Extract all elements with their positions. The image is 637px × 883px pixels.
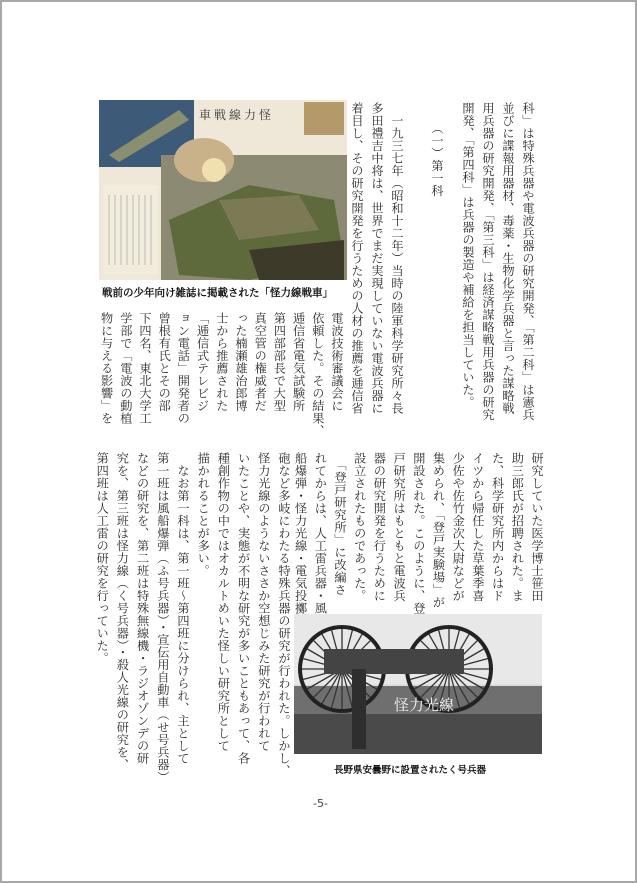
text-column: 集められ、「登戸実験場」が (431, 452, 446, 609)
text-column: 第四班は人工雷の研究を行っていた。 (95, 452, 110, 665)
magazine-embedded-title: 怪力線戦車 (199, 108, 275, 122)
text-column: 並びに諜報用器材、毒薬・生物化学兵器と言った謀略戦 (501, 102, 515, 415)
device-caption: 長野県安曇野に設置されたく号兵器 (334, 765, 487, 776)
text-column: った楠瀬雄治郎博 (234, 312, 248, 412)
tank-painting (99, 100, 347, 280)
text-column: 開設された。このように、登 (411, 452, 426, 615)
text-column: などの研究を、第二班は特殊無線機・ラジオゾンデの研 (135, 452, 150, 765)
text-column: 船爆弾・怪力光線・電気投擲 (293, 452, 308, 615)
text-column: ョン電話」開発者の (176, 312, 191, 425)
magazine-illustration (99, 100, 347, 280)
text-column: 学部で「電波の動植 (118, 312, 133, 425)
text-column: た、科学研究所内からはド (490, 452, 505, 602)
text-column: 第一班は風船爆弾（ふ号兵器）・宣伝用自動車（せ号兵器） (155, 452, 170, 784)
text-column: 曾根有氏とその部 (157, 312, 172, 412)
text-column: 戸研究所はもともと電波兵 (392, 452, 407, 602)
text-column: 開発、「第四科」は兵器の製造や補給を担当していた。 (461, 102, 475, 409)
text-column: 電波技術審議会に (330, 312, 344, 412)
text-column: 器の研究開発を行うために (372, 452, 387, 602)
text-column: 設立されたものであった。 (352, 452, 367, 602)
text-column: 一九三七年（昭和十二年）当時の陸軍科学研究所々長 (390, 102, 404, 415)
text-column: 多田禮吉中将は、世界でまだ実現していない電波兵器に (370, 102, 384, 415)
text-column: 着目し、その研究開発を行うための人材の推薦を逓信省 (350, 102, 364, 415)
magazine-caption: 戦前の少年向け雑誌に掲載された「怪力線戦車」 (102, 287, 333, 299)
text-column: 第四部部長で大型 (272, 312, 287, 412)
text-column: 「逓信式テレビジ (195, 312, 210, 412)
text-column: れてからは、人工雷兵器・風 (313, 452, 328, 615)
text-column: 物に与える影響」を (99, 312, 114, 425)
text-column: 助三郎氏が招聘された。ま (510, 452, 525, 602)
text-column: 依頼した。その結果、 (310, 312, 325, 437)
text-column: 用兵器の研究開発、「第三科」は経済謀略戦用兵器の研究 (481, 102, 495, 421)
text-column: 怪力光線のようないささか空想じみた研究が行われて (256, 452, 271, 752)
text-column: 真空管の権威者だ (253, 312, 268, 412)
text-column: 少佐や佐竹金次大尉などが (451, 452, 466, 602)
device-overlay-text: 怪力光線 (394, 696, 455, 714)
text-column: 「登戸研究所」に改編さ (333, 452, 347, 596)
text-column: 研究していた医学博士笹田 (530, 452, 544, 602)
device-photo (294, 614, 542, 754)
text-column: 砲など多岐にわたる特殊兵器の研究が行われた。しかし、 (277, 452, 291, 777)
text-column: いたことや、実態が不明な研究が多いこともあって、各 (236, 452, 251, 765)
text-column: 士から推薦された (214, 312, 229, 412)
section-heading: （一）第一科 (430, 122, 444, 197)
text-column: 描かれることが多い。 (196, 452, 211, 577)
page-number: -5- (313, 797, 328, 810)
text-column: なお第一科は、第一班～第四班に分けられ、主として (176, 452, 190, 765)
text-column: 種創作物の中ではオカルトめいた怪しい研究所として (216, 452, 231, 752)
text-column: 科」は特殊兵器や電波兵器の研究開発、「第二科」は憲兵 (521, 102, 535, 421)
text-column: 逓信省電気試験所 (291, 312, 306, 412)
wheel-device-image (294, 614, 542, 754)
text-column: イツから帰任した草葉季喜 (470, 452, 485, 602)
text-column: 下四名、東北大学工 (138, 312, 152, 425)
text-column: 究を、第三班は怪力線（く号兵器）・殺人光線の研究を、 (115, 452, 130, 771)
